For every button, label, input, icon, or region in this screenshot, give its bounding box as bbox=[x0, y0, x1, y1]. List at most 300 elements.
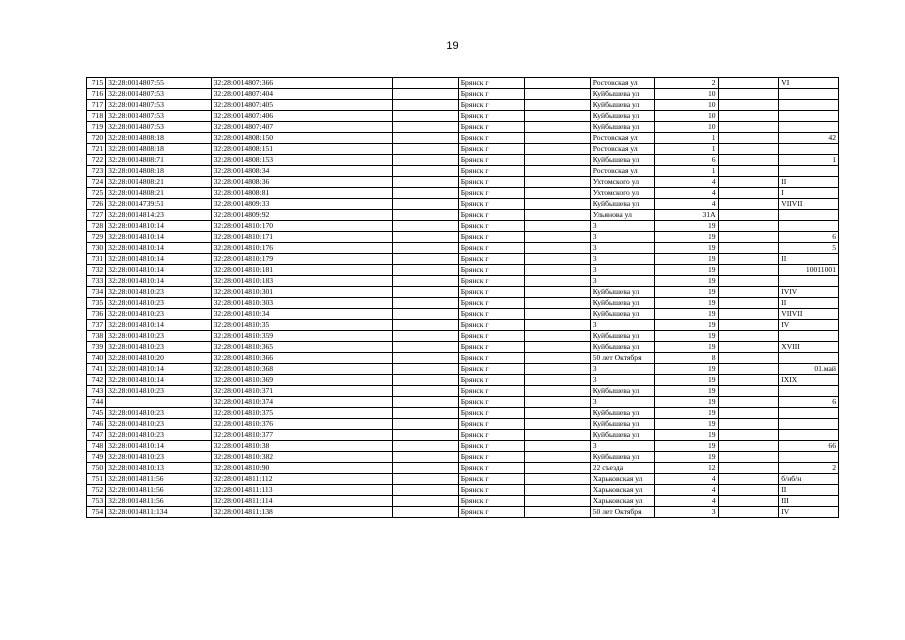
building-cell bbox=[718, 78, 779, 89]
city-cell: Брянск г bbox=[458, 452, 524, 463]
street-cell: 3 bbox=[590, 441, 654, 452]
empty-cell bbox=[392, 485, 458, 496]
table-row bbox=[87, 342, 839, 353]
empty-cell bbox=[392, 144, 458, 155]
room-cell bbox=[779, 221, 839, 232]
building-cell bbox=[718, 210, 779, 221]
block-number-cell: 32:28:0014810:23 bbox=[106, 287, 211, 298]
table-row bbox=[87, 320, 839, 331]
house-number-cell: 19 bbox=[654, 397, 718, 408]
cadastral-number-cell: 32:28:0014807:366 bbox=[211, 78, 392, 89]
city-cell: Брянск г bbox=[458, 144, 524, 155]
empty-cell bbox=[524, 320, 590, 331]
city-cell: Брянск г bbox=[458, 408, 524, 419]
cadastral-number-cell: 32:28:0014810:301 bbox=[211, 287, 392, 298]
empty-cell bbox=[392, 474, 458, 485]
building-cell bbox=[718, 144, 779, 155]
cadastral-number-cell: 32:28:0014808:151 bbox=[211, 144, 392, 155]
house-number-cell: 8 bbox=[654, 353, 718, 364]
room-cell bbox=[779, 100, 839, 111]
empty-cell bbox=[392, 298, 458, 309]
table-row bbox=[87, 199, 839, 210]
city-cell: Брянск г bbox=[458, 199, 524, 210]
row-number-cell: 725 bbox=[87, 188, 106, 199]
street-cell: Ростовская ул bbox=[590, 133, 654, 144]
row-number-cell: 734 bbox=[87, 287, 106, 298]
city-cell: Брянск г bbox=[458, 122, 524, 133]
building-cell bbox=[718, 441, 779, 452]
room-cell bbox=[779, 89, 839, 100]
empty-cell bbox=[392, 507, 458, 518]
street-cell: Куйбышева ул bbox=[590, 386, 654, 397]
empty-cell bbox=[524, 287, 590, 298]
block-number-cell: 32:28:0014810:14 bbox=[106, 364, 211, 375]
building-cell bbox=[718, 463, 779, 474]
row-number-cell: 715 bbox=[87, 78, 106, 89]
house-number-cell: 19 bbox=[654, 320, 718, 331]
table-row bbox=[87, 496, 839, 507]
block-number-cell: 32:28:0014811:56 bbox=[106, 474, 211, 485]
building-cell bbox=[718, 100, 779, 111]
row-number-cell: 743 bbox=[87, 386, 106, 397]
house-number-cell: 19 bbox=[654, 452, 718, 463]
table-row bbox=[87, 309, 839, 320]
row-number-cell: 732 bbox=[87, 265, 106, 276]
block-number-cell: 32:28:0014808:21 bbox=[106, 188, 211, 199]
empty-cell bbox=[392, 254, 458, 265]
cadastral-number-cell: 32:28:0014810:183 bbox=[211, 276, 392, 287]
house-number-cell: 4 bbox=[654, 177, 718, 188]
block-number-cell: 32:28:0014810:14 bbox=[106, 375, 211, 386]
building-cell bbox=[718, 232, 779, 243]
empty-cell bbox=[524, 386, 590, 397]
empty-cell bbox=[392, 155, 458, 166]
city-cell: Брянск г bbox=[458, 474, 524, 485]
empty-cell bbox=[392, 199, 458, 210]
table-row bbox=[87, 265, 839, 276]
room-cell bbox=[779, 419, 839, 430]
empty-cell bbox=[524, 309, 590, 320]
empty-cell bbox=[392, 320, 458, 331]
empty-cell bbox=[392, 287, 458, 298]
street-cell: Куйбышева ул bbox=[590, 100, 654, 111]
room-cell: 10011001 bbox=[779, 265, 839, 276]
city-cell: Брянск г bbox=[458, 276, 524, 287]
empty-cell bbox=[524, 452, 590, 463]
table-row bbox=[87, 232, 839, 243]
table-row bbox=[87, 507, 839, 518]
room-cell: 42 bbox=[779, 133, 839, 144]
row-number-cell: 738 bbox=[87, 331, 106, 342]
house-number-cell: 19 bbox=[654, 441, 718, 452]
street-cell: 3 bbox=[590, 320, 654, 331]
empty-cell bbox=[524, 419, 590, 430]
block-number-cell: 32:28:0014807:53 bbox=[106, 89, 211, 100]
city-cell: Брянск г bbox=[458, 78, 524, 89]
building-cell bbox=[718, 452, 779, 463]
block-number-cell: 32:28:0014810:20 bbox=[106, 353, 211, 364]
building-cell bbox=[718, 419, 779, 430]
table-row bbox=[87, 188, 839, 199]
house-number-cell: 10 bbox=[654, 100, 718, 111]
city-cell: Брянск г bbox=[458, 89, 524, 100]
street-cell: 50 лет Октября bbox=[590, 507, 654, 518]
block-number-cell: 32:28:0014810:14 bbox=[106, 254, 211, 265]
row-number-cell: 736 bbox=[87, 309, 106, 320]
cadastral-number-cell: 32:28:0014810:374 bbox=[211, 397, 392, 408]
block-number-cell: 32:28:0014808:18 bbox=[106, 133, 211, 144]
table-row bbox=[87, 133, 839, 144]
block-number-cell: 32:28:0014810:23 bbox=[106, 430, 211, 441]
block-number-cell: 32:28:0014810:23 bbox=[106, 342, 211, 353]
registry-table bbox=[86, 77, 839, 518]
cadastral-number-cell: 32:28:0014810:375 bbox=[211, 408, 392, 419]
block-number-cell: 32:28:0014807:55 bbox=[106, 78, 211, 89]
room-cell: VIIVII bbox=[779, 309, 839, 320]
table-row bbox=[87, 210, 839, 221]
empty-cell bbox=[392, 122, 458, 133]
empty-cell bbox=[392, 331, 458, 342]
cadastral-number-cell: 32:28:0014809:33 bbox=[211, 199, 392, 210]
street-cell: 22 съезда bbox=[590, 463, 654, 474]
building-cell bbox=[718, 298, 779, 309]
building-cell bbox=[718, 375, 779, 386]
city-cell: Брянск г bbox=[458, 133, 524, 144]
room-cell bbox=[779, 122, 839, 133]
registry-body bbox=[87, 78, 839, 518]
table-row bbox=[87, 89, 839, 100]
empty-cell bbox=[524, 276, 590, 287]
city-cell: Брянск г bbox=[458, 375, 524, 386]
room-cell bbox=[779, 276, 839, 287]
block-number-cell: 32:28:0014810:23 bbox=[106, 452, 211, 463]
block-number-cell: 32:28:0014811:56 bbox=[106, 485, 211, 496]
building-cell bbox=[718, 177, 779, 188]
room-cell: 66 bbox=[779, 441, 839, 452]
building-cell bbox=[718, 122, 779, 133]
empty-cell bbox=[524, 397, 590, 408]
empty-cell bbox=[392, 111, 458, 122]
building-cell bbox=[718, 199, 779, 210]
house-number-cell: 10 bbox=[654, 89, 718, 100]
block-number-cell: 32:28:0014739:51 bbox=[106, 199, 211, 210]
empty-cell bbox=[392, 452, 458, 463]
block-number-cell: 32:28:0014810:14 bbox=[106, 276, 211, 287]
row-number-cell: 735 bbox=[87, 298, 106, 309]
table-row bbox=[87, 386, 839, 397]
empty-cell bbox=[524, 265, 590, 276]
room-cell: VI bbox=[779, 78, 839, 89]
table-row bbox=[87, 166, 839, 177]
street-cell: 3 bbox=[590, 397, 654, 408]
cadastral-number-cell: 32:28:0014810:369 bbox=[211, 375, 392, 386]
room-cell: 5 bbox=[779, 243, 839, 254]
block-number-cell: 32:28:0014807:53 bbox=[106, 122, 211, 133]
house-number-cell: 3 bbox=[654, 507, 718, 518]
city-cell: Брянск г bbox=[458, 166, 524, 177]
page-number: 19 bbox=[446, 40, 459, 52]
table-row bbox=[87, 298, 839, 309]
row-number-cell: 727 bbox=[87, 210, 106, 221]
street-cell: Ульянова ул bbox=[590, 210, 654, 221]
building-cell bbox=[718, 155, 779, 166]
house-number-cell: 19 bbox=[654, 221, 718, 232]
empty-cell bbox=[392, 397, 458, 408]
house-number-cell: 4 bbox=[654, 496, 718, 507]
row-number-cell: 744 bbox=[87, 397, 106, 408]
row-number-cell: 754 bbox=[87, 507, 106, 518]
city-cell: Брянск г bbox=[458, 441, 524, 452]
row-number-cell: 750 bbox=[87, 463, 106, 474]
cadastral-number-cell: 32:28:0014810:34 bbox=[211, 309, 392, 320]
cadastral-number-cell: 32:28:0014810:171 bbox=[211, 232, 392, 243]
city-cell: Брянск г bbox=[458, 298, 524, 309]
city-cell: Брянск г bbox=[458, 100, 524, 111]
room-cell bbox=[779, 331, 839, 342]
house-number-cell: 19 bbox=[654, 408, 718, 419]
building-cell bbox=[718, 364, 779, 375]
building-cell bbox=[718, 397, 779, 408]
row-number-cell: 728 bbox=[87, 221, 106, 232]
table-row bbox=[87, 254, 839, 265]
building-cell bbox=[718, 309, 779, 320]
house-number-cell: 19 bbox=[654, 287, 718, 298]
street-cell: Куйбышева ул bbox=[590, 331, 654, 342]
building-cell bbox=[718, 507, 779, 518]
empty-cell bbox=[392, 441, 458, 452]
city-cell: Брянск г bbox=[458, 386, 524, 397]
room-cell: II bbox=[779, 254, 839, 265]
table-row bbox=[87, 353, 839, 364]
street-cell: Куйбышева ул bbox=[590, 342, 654, 353]
house-number-cell: 1 bbox=[654, 133, 718, 144]
table-row bbox=[87, 485, 839, 496]
room-cell bbox=[779, 386, 839, 397]
table-row bbox=[87, 430, 839, 441]
street-cell: Куйбышева ул bbox=[590, 408, 654, 419]
street-cell: Ухтомского ул bbox=[590, 177, 654, 188]
city-cell: Брянск г bbox=[458, 397, 524, 408]
building-cell bbox=[718, 254, 779, 265]
building-cell bbox=[718, 133, 779, 144]
block-number-cell: 32:28:0014810:23 bbox=[106, 331, 211, 342]
city-cell: Брянск г bbox=[458, 287, 524, 298]
empty-cell bbox=[392, 430, 458, 441]
house-number-cell: 19 bbox=[654, 386, 718, 397]
block-number-cell: 32:28:0014808:18 bbox=[106, 166, 211, 177]
room-cell: II bbox=[779, 298, 839, 309]
empty-cell bbox=[392, 353, 458, 364]
room-cell: IV bbox=[779, 320, 839, 331]
city-cell: Брянск г bbox=[458, 155, 524, 166]
block-number-cell: 32:28:0014810:14 bbox=[106, 320, 211, 331]
street-cell: Куйбышева ул bbox=[590, 452, 654, 463]
room-cell: XVIII bbox=[779, 342, 839, 353]
cadastral-number-cell: 32:28:0014811:112 bbox=[211, 474, 392, 485]
row-number-cell: 721 bbox=[87, 144, 106, 155]
block-number-cell: 32:28:0014808:18 bbox=[106, 144, 211, 155]
building-cell bbox=[718, 485, 779, 496]
cadastral-number-cell: 32:28:0014807:406 bbox=[211, 111, 392, 122]
house-number-cell: 19 bbox=[654, 309, 718, 320]
room-cell: VIIVII bbox=[779, 199, 839, 210]
empty-cell bbox=[524, 485, 590, 496]
street-cell: Куйбышева ул bbox=[590, 430, 654, 441]
empty-cell bbox=[524, 364, 590, 375]
block-number-cell: 32:28:0014810:23 bbox=[106, 298, 211, 309]
cadastral-number-cell: 32:28:0014810:303 bbox=[211, 298, 392, 309]
cadastral-number-cell: 32:28:0014807:407 bbox=[211, 122, 392, 133]
empty-cell bbox=[392, 419, 458, 430]
empty-cell bbox=[524, 177, 590, 188]
row-number-cell: 742 bbox=[87, 375, 106, 386]
row-number-cell: 739 bbox=[87, 342, 106, 353]
row-number-cell: 733 bbox=[87, 276, 106, 287]
building-cell bbox=[718, 386, 779, 397]
street-cell: Куйбышева ул bbox=[590, 199, 654, 210]
empty-cell bbox=[392, 243, 458, 254]
street-cell: Ростовская ул bbox=[590, 144, 654, 155]
room-cell bbox=[779, 452, 839, 463]
empty-cell bbox=[392, 166, 458, 177]
empty-cell bbox=[524, 122, 590, 133]
cadastral-number-cell: 32:28:0014811:114 bbox=[211, 496, 392, 507]
building-cell bbox=[718, 243, 779, 254]
city-cell: Брянск г bbox=[458, 177, 524, 188]
table-row bbox=[87, 287, 839, 298]
table-row bbox=[87, 100, 839, 111]
empty-cell bbox=[524, 496, 590, 507]
table-row bbox=[87, 122, 839, 133]
row-number-cell: 731 bbox=[87, 254, 106, 265]
cadastral-number-cell: 32:28:0014810:179 bbox=[211, 254, 392, 265]
empty-cell bbox=[524, 474, 590, 485]
city-cell: Брянск г bbox=[458, 419, 524, 430]
cadastral-number-cell: 32:28:0014811:138 bbox=[211, 507, 392, 518]
city-cell: Брянск г bbox=[458, 331, 524, 342]
block-number-cell: 32:28:0014810:23 bbox=[106, 309, 211, 320]
cadastral-number-cell: 32:28:0014810:368 bbox=[211, 364, 392, 375]
room-cell bbox=[779, 408, 839, 419]
building-cell bbox=[718, 496, 779, 507]
table-row bbox=[87, 408, 839, 419]
row-number-cell: 745 bbox=[87, 408, 106, 419]
house-number-cell: 4 bbox=[654, 199, 718, 210]
house-number-cell: 19 bbox=[654, 430, 718, 441]
house-number-cell: 1 bbox=[654, 166, 718, 177]
cadastral-number-cell: 32:28:0014807:405 bbox=[211, 100, 392, 111]
empty-cell bbox=[524, 408, 590, 419]
street-cell: Куйбышева ул bbox=[590, 122, 654, 133]
cadastral-number-cell: 32:28:0014810:38 bbox=[211, 441, 392, 452]
table-row bbox=[87, 452, 839, 463]
block-number-cell: 32:28:0014807:53 bbox=[106, 100, 211, 111]
empty-cell bbox=[392, 188, 458, 199]
empty-cell bbox=[392, 221, 458, 232]
street-cell: Ухтомского ул bbox=[590, 188, 654, 199]
block-number-cell: 32:28:0014810:14 bbox=[106, 441, 211, 452]
house-number-cell: 10 bbox=[654, 122, 718, 133]
table-row bbox=[87, 397, 839, 408]
room-cell bbox=[779, 166, 839, 177]
row-number-cell: 740 bbox=[87, 353, 106, 364]
street-cell: Куйбышева ул bbox=[590, 419, 654, 430]
cadastral-number-cell: 32:28:0014810:90 bbox=[211, 463, 392, 474]
room-cell bbox=[779, 210, 839, 221]
room-cell: б/нб/н bbox=[779, 474, 839, 485]
cadastral-number-cell: 32:28:0014810:382 bbox=[211, 452, 392, 463]
building-cell bbox=[718, 276, 779, 287]
street-cell: 3 bbox=[590, 276, 654, 287]
empty-cell bbox=[524, 166, 590, 177]
empty-cell bbox=[392, 342, 458, 353]
empty-cell bbox=[524, 78, 590, 89]
block-number-cell: 32:28:0014808:21 bbox=[106, 177, 211, 188]
house-number-cell: 31А bbox=[654, 210, 718, 221]
empty-cell bbox=[392, 100, 458, 111]
row-number-cell: 729 bbox=[87, 232, 106, 243]
room-cell bbox=[779, 430, 839, 441]
row-number-cell: 720 bbox=[87, 133, 106, 144]
cadastral-number-cell: 32:28:0014808:81 bbox=[211, 188, 392, 199]
city-cell: Брянск г bbox=[458, 111, 524, 122]
block-number-cell: 32:28:0014807:53 bbox=[106, 111, 211, 122]
house-number-cell: 19 bbox=[654, 232, 718, 243]
cadastral-number-cell: 32:28:0014810:366 bbox=[211, 353, 392, 364]
block-number-cell: 32:28:0014810:14 bbox=[106, 232, 211, 243]
street-cell: Куйбышева ул bbox=[590, 111, 654, 122]
cadastral-number-cell: 32:28:0014810:377 bbox=[211, 430, 392, 441]
empty-cell bbox=[524, 331, 590, 342]
empty-cell bbox=[524, 232, 590, 243]
building-cell bbox=[718, 166, 779, 177]
house-number-cell: 1 bbox=[654, 144, 718, 155]
cadastral-number-cell: 32:28:0014808:34 bbox=[211, 166, 392, 177]
empty-cell bbox=[392, 364, 458, 375]
cadastral-number-cell: 32:28:0014809:92 bbox=[211, 210, 392, 221]
city-cell: Брянск г bbox=[458, 430, 524, 441]
house-number-cell: 4 bbox=[654, 474, 718, 485]
empty-cell bbox=[524, 375, 590, 386]
room-cell: IXIX bbox=[779, 375, 839, 386]
room-cell: 01.май bbox=[779, 364, 839, 375]
empty-cell bbox=[392, 89, 458, 100]
table-row bbox=[87, 243, 839, 254]
house-number-cell: 10 bbox=[654, 111, 718, 122]
city-cell: Брянск г bbox=[458, 320, 524, 331]
cadastral-number-cell: 32:28:0014811:113 bbox=[211, 485, 392, 496]
empty-cell bbox=[524, 144, 590, 155]
empty-cell bbox=[392, 386, 458, 397]
table-row bbox=[87, 276, 839, 287]
street-cell: Куйбышева ул bbox=[590, 298, 654, 309]
table-row bbox=[87, 474, 839, 485]
city-cell: Брянск г bbox=[458, 188, 524, 199]
street-cell: Куйбышева ул bbox=[590, 155, 654, 166]
row-number-cell: 746 bbox=[87, 419, 106, 430]
building-cell bbox=[718, 111, 779, 122]
street-cell: Ростовская ул bbox=[590, 78, 654, 89]
building-cell bbox=[718, 474, 779, 485]
empty-cell bbox=[524, 441, 590, 452]
house-number-cell: 19 bbox=[654, 419, 718, 430]
table-row bbox=[87, 111, 839, 122]
block-number-cell: 32:28:0014814:23 bbox=[106, 210, 211, 221]
empty-cell bbox=[392, 375, 458, 386]
house-number-cell: 19 bbox=[654, 375, 718, 386]
house-number-cell: 19 bbox=[654, 298, 718, 309]
house-number-cell: 6 bbox=[654, 155, 718, 166]
